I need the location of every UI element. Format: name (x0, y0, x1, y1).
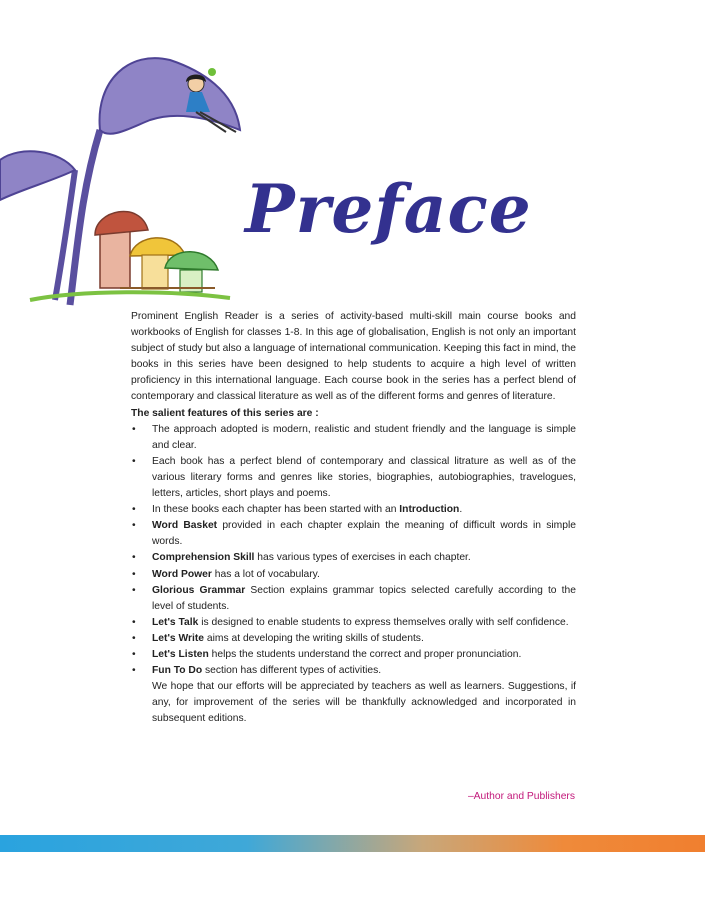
list-item: • Glorious Grammar Section explains grammar topics selected carefully according to the level of students. (131, 583, 576, 615)
footer-color-bar (0, 835, 705, 852)
list-item: • In these books each chapter has been started with an Introduction. (131, 502, 576, 518)
clover-icon (208, 68, 216, 76)
closing-paragraph: We hope that our efforts will be appreciated by teachers as well as learners. Suggestions, if any, for improvement of the series will be thankfully acknowledged and incorporated in subsequent editions. (152, 681, 576, 725)
list-item: • Word Power has a lot of vocabulary. (131, 567, 576, 583)
mushroom-roof (130, 238, 185, 256)
page-title: Preface (245, 170, 532, 248)
preface-body (131, 309, 576, 727)
list-item: • The approach adopted is modern, realistic and student friendly and the language is simple and clear. (131, 422, 576, 454)
mushroom-house (100, 230, 130, 288)
list-item: • Let's Talk is designed to enable students to express themselves orally with self confidence. (131, 615, 576, 631)
intro-paragraph: Prominent English Reader is a series of activity-based multi-skill main course books and workbooks of English for classes 1-8. In this age of globalisation, English is not only an important subject of study but also a language of international communication. Keeping this fact in mind, the books in this series have been designed to help students to acquire a high level of written proficiency in this international language. Each course book in the series has a perfect blend of contemporary and classical literature as well as of the different forms and genres of literature. (131, 311, 576, 403)
list-item: • Each book has a perfect blend of contemporary and classical litrature as well as of the various literary forms and genres like stories, biographies, autobiographies, travelogues, letters, articles, short plays and poems. (131, 454, 576, 502)
grass (30, 292, 230, 300)
list-item: • Let's Write aims at developing the writing skills of students. (131, 631, 576, 647)
list-item: • Word Basket provided in each chapter explain the meaning of difficult words in simple words. (131, 518, 576, 550)
flower-stem (70, 130, 100, 305)
petal-leaf (0, 151, 75, 200)
decorative-illustration (0, 50, 260, 310)
mushroom-roof (95, 211, 148, 235)
list-item: • Comprehension Skill has various types of exercises in each chapter. (131, 550, 576, 566)
list-item: • Fun To Do section has different types of activities. (131, 663, 576, 679)
features-list (131, 422, 576, 680)
list-item: • Let's Listen helps the students understand the correct and proper pronunciation. (131, 647, 576, 663)
features-heading: The salient features of this series are : (131, 407, 319, 419)
signature: –Author and Publishers (467, 791, 575, 802)
